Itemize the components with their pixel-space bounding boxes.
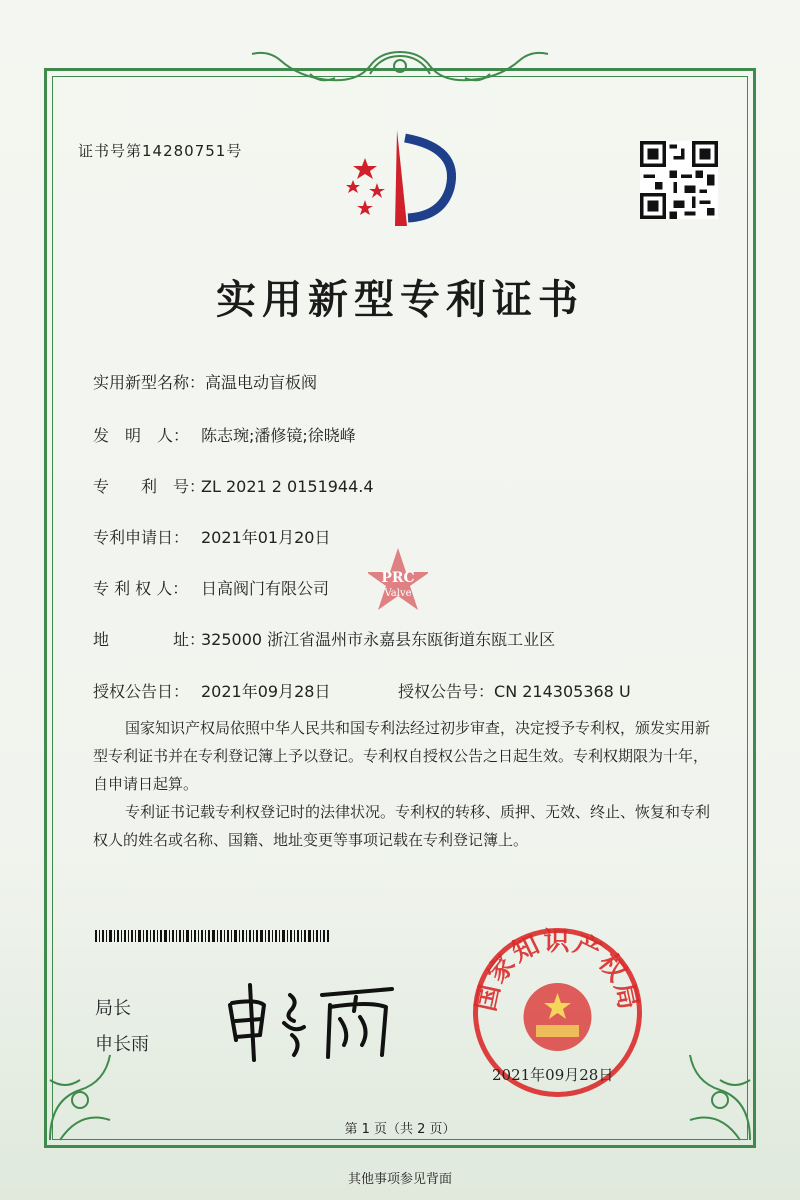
cnipa-logo-icon xyxy=(335,128,465,228)
field-inventor-value: 陈志琬;潘修镜;徐晓峰 xyxy=(201,426,356,445)
seal-date: 2021年09月28日 xyxy=(492,1066,614,1084)
field-filing-value: 2021年01月20日 xyxy=(201,528,331,547)
statement-paragraph-2: 专利证书记载专利权登记时的法律状况。专利权的转移、质押、无效、终止、恢复和专利权人的姓名或名称、国籍、地址变更等事项记载在专利登记簿上。 xyxy=(93,803,711,849)
field-grant-value: 2021年09月28日 xyxy=(201,682,331,701)
field-grant-no-label: 授权公告号： xyxy=(398,682,495,701)
field-grant-number xyxy=(398,679,631,702)
field-holder-label: 专 利 权 人： xyxy=(93,579,189,598)
certificate-number: 证书号第14280751号 xyxy=(78,142,243,160)
prc-valve-watermark-icon xyxy=(368,548,428,618)
footer-note: 其他事项参见背面 xyxy=(347,1172,452,1187)
field-patent-label: 专 利 号： xyxy=(93,477,206,496)
field-address xyxy=(93,627,555,650)
field-filing-date xyxy=(93,525,330,548)
field-inventor xyxy=(93,423,356,446)
handwritten-signature xyxy=(222,975,402,1065)
field-inventor-label: 发 明 人： xyxy=(93,426,190,445)
watermark-valve: Valve xyxy=(384,588,412,599)
certificate-title: 实用新型专利证书 xyxy=(216,276,584,323)
field-patent-value: ZL 2021 2 0151944.4 xyxy=(201,477,374,496)
field-filing-label: 专利申请日： xyxy=(93,528,190,547)
field-name-label: 实用新型名称： xyxy=(93,373,206,392)
qr-code-icon xyxy=(640,140,718,220)
field-patent-number xyxy=(93,474,374,497)
watermark-prc: PRC xyxy=(381,570,415,586)
barcode-icon xyxy=(95,930,330,942)
page-number: 第 1 页（共 2 页） xyxy=(344,1122,456,1137)
field-holder-value: 日高阀门有限公司 xyxy=(201,579,330,598)
field-name xyxy=(93,370,317,393)
director-name: 申长雨 xyxy=(95,1034,149,1055)
field-grant-date xyxy=(93,679,330,702)
field-grant-label: 授权公告日： xyxy=(93,682,190,701)
field-address-label: 地 址： xyxy=(93,630,206,649)
field-holder xyxy=(93,576,329,599)
statement-paragraph-1: 国家知识产权局依照中华人民共和国专利法经过初步审查，决定授予专利权，颁发实用新型专利证书并在专利登记簿上予以登记。专利权自授权公告之日起生效。专利权期限为十年，自申请日起算。 xyxy=(93,719,711,793)
field-grant-no-value: CN 214305368 U xyxy=(494,682,631,701)
field-address-value: 325000 浙江省温州市永嘉县东瓯街道东瓯工业区 xyxy=(201,630,556,649)
seal-text: 国家知识产权局 xyxy=(471,926,644,1014)
director-title: 局长 xyxy=(95,998,131,1019)
field-name-value: 高温电动盲板阀 xyxy=(205,373,318,392)
top-ornament-icon xyxy=(250,44,550,94)
